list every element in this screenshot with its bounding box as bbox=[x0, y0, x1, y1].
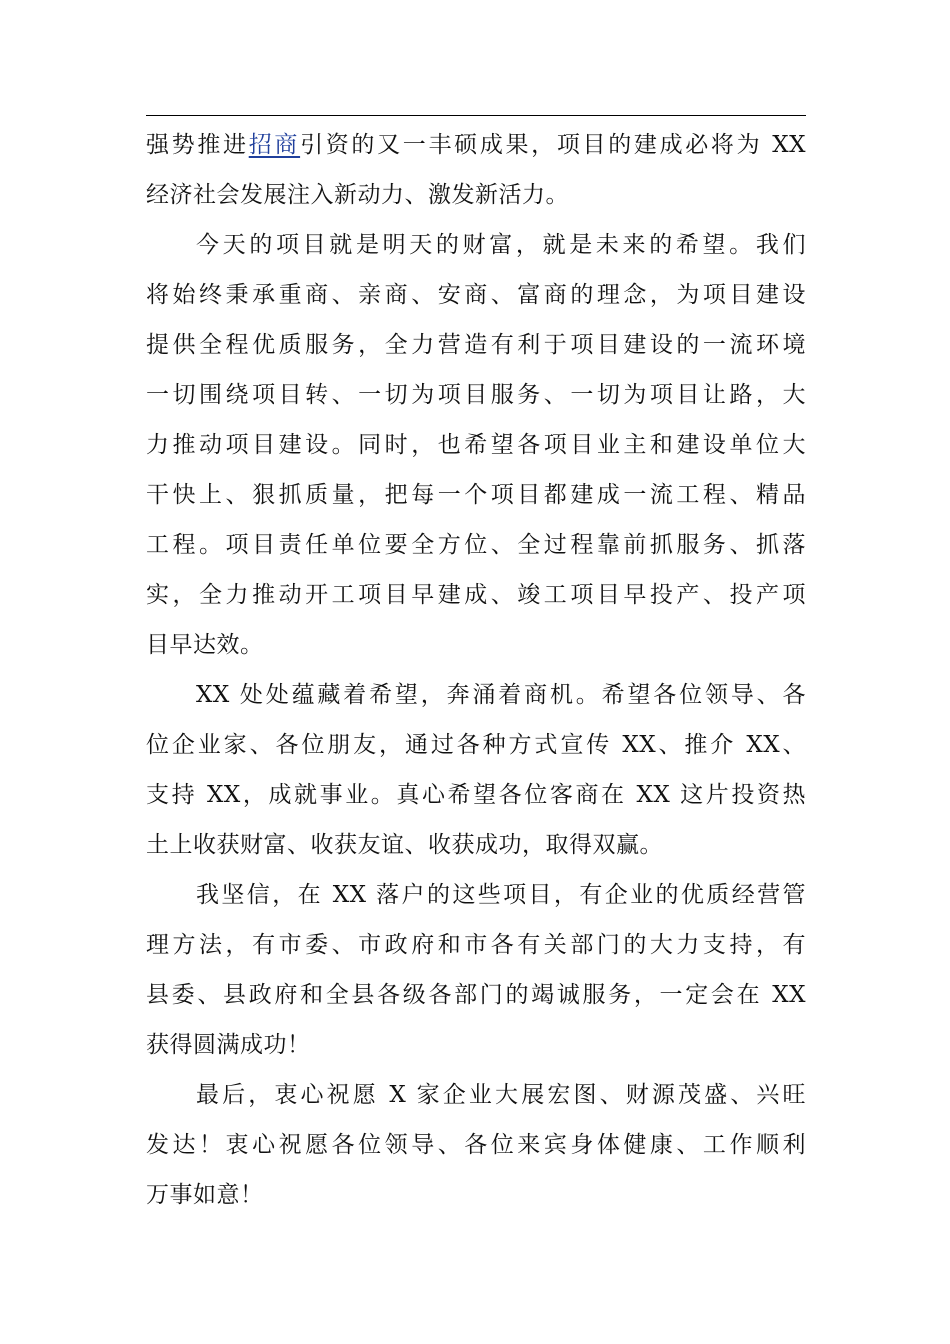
text-line: 提供全程优质服务，全力营造有利于项目建设的一流环境 bbox=[146, 332, 806, 358]
text-line: 县委、县政府和全县各级各部门的竭诚服务，一定会在 XX bbox=[146, 982, 806, 1008]
text-line: 获得圆满成功！ bbox=[146, 1032, 311, 1058]
link-zhaoshang[interactable]: 招商 bbox=[248, 132, 301, 158]
text-line: 今天的项目就是明天的财富，就是未来的希望。我们 bbox=[196, 232, 806, 258]
text-fragment: 引资的又一丰硕成果，项目的建成必将为 XX bbox=[300, 132, 807, 158]
text-line: 土上收获财富、收获友谊、收获成功，取得双赢。 bbox=[146, 832, 663, 858]
text-line: 发达！衷心祝愿各位领导、各位来宾身体健康、工作顺利 bbox=[146, 1132, 806, 1158]
text-line: 实，全力推动开工项目早建成、竣工项目早投产、投产项 bbox=[146, 582, 806, 608]
text-line: XX 处处蕴藏着希望，奔涌着商机。希望各位领导、各 bbox=[196, 682, 806, 708]
text-line: 支持 XX，成就事业。真心希望各位客商在 XX 这片投资热 bbox=[146, 782, 806, 808]
text-line: 将始终秉承重商、亲商、安商、富商的理念，为项目建设 bbox=[146, 282, 806, 308]
text-line: 工程。项目责任单位要全方位、全过程靠前抓服务、抓落 bbox=[146, 532, 806, 558]
body-text bbox=[146, 120, 806, 1220]
text-line: 经济社会发展注入新动力、激发新活力。 bbox=[146, 182, 569, 208]
text-line bbox=[146, 120, 806, 170]
text-line: 位企业家、各位朋友，通过各种方式宣传 XX、推介 XX、 bbox=[146, 732, 806, 758]
text-fragment: 强势推进 bbox=[146, 132, 249, 158]
text-line: 力推动项目建设。同时，也希望各项目业主和建设单位大 bbox=[146, 432, 806, 458]
text-line: 我坚信，在 XX 落户的这些项目，有企业的优质经营管 bbox=[196, 882, 806, 908]
text-line: 干快上、狠抓质量，把每一个项目都建成一流工程、精品 bbox=[146, 482, 806, 508]
header-rule bbox=[146, 115, 806, 116]
text-line: 一切围绕项目转、一切为项目服务、一切为项目让路，大 bbox=[146, 382, 806, 408]
text-line: 理方法，有市委、市政府和市各有关部门的大力支持，有 bbox=[146, 932, 806, 958]
text-line: 万事如意！ bbox=[146, 1182, 264, 1208]
text-line: 最后，衷心祝愿 X 家企业大展宏图、财源茂盛、兴旺 bbox=[196, 1082, 806, 1108]
text-line: 目早达效。 bbox=[146, 632, 264, 658]
